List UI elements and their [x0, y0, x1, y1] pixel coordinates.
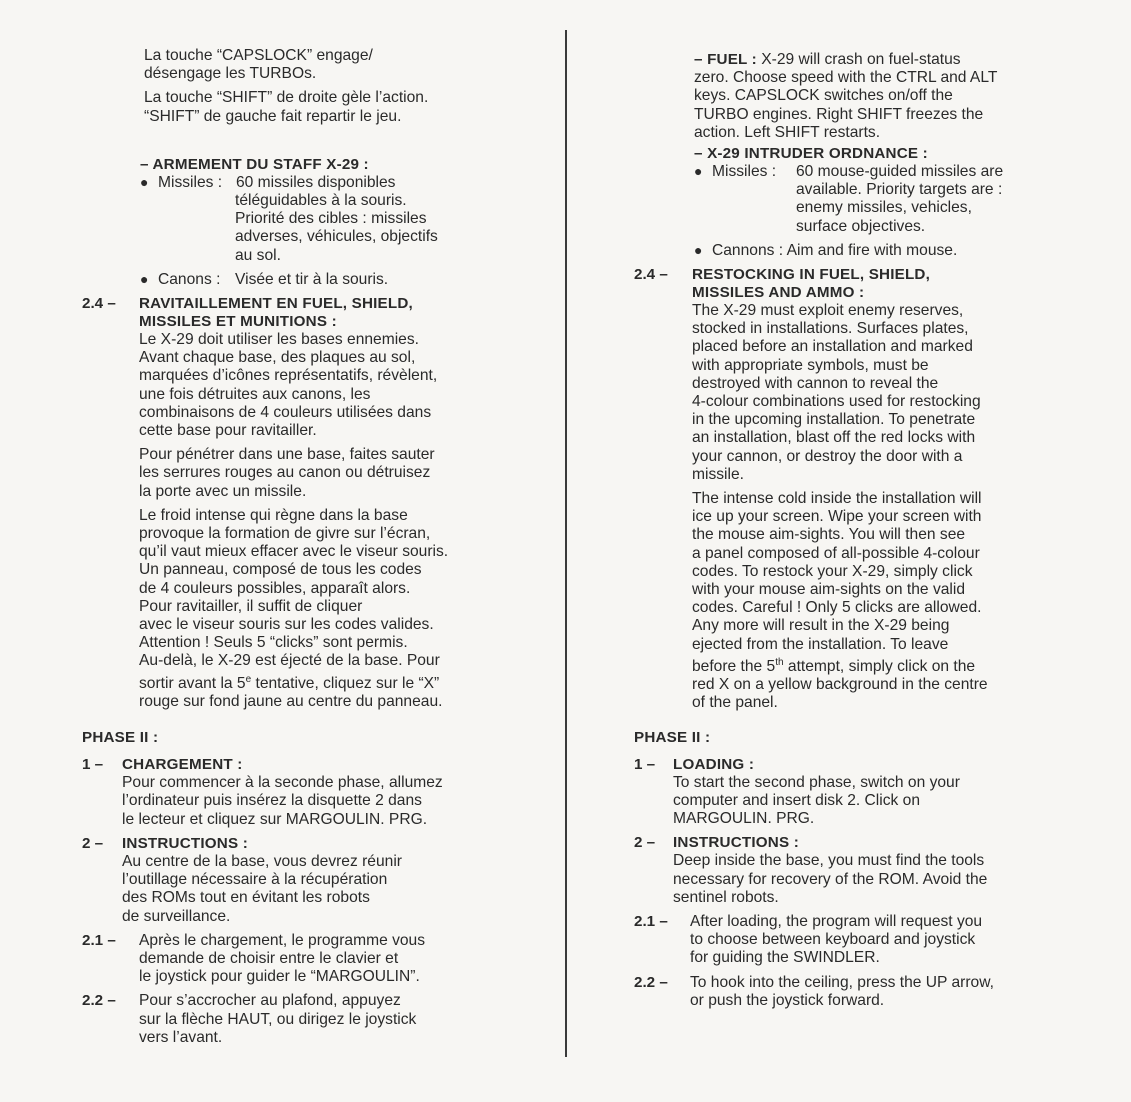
- missiles-bullet-en: ● Missiles : 60 mouse-guided missiles are available. Priority targets are : enemy missiles, vehicles, surface objectives.: [694, 163, 1004, 235]
- cannons-bullet-en: ● Cannons : Aim and fire with mouse.: [694, 241, 958, 259]
- missiles-bullet: ● Missiles : 60 missiles disponibles téléguidables à la souris. Priorité des cibles : missiles adverses, véhicules, objectifs au sol.: [140, 173, 438, 264]
- armement-heading: – ARMEMENT DU STAFF X-29 :: [140, 155, 369, 173]
- canons-bullet: ● Canons : Visée et tir à la souris.: [140, 270, 389, 288]
- bullet-icon: ●: [694, 241, 703, 258]
- english-column: [634, 51, 1054, 1010]
- section-2-1-en: 2.1 – After loading, the program will request you to choose between keyboard and joystick for guiding the SWINDLER.: [634, 912, 983, 967]
- bullet-icon: ●: [140, 173, 149, 190]
- column-divider: [565, 30, 567, 1057]
- shift-note: La touche “SHIFT” de droite gèle l’action. “SHIFT” de gauche fait repartir le jeu.: [144, 89, 429, 125]
- phase-heading-en: PHASE II :: [634, 728, 711, 746]
- section-1-en: 1 – LOADING : To start the second phase, switch on your computer and insert disk 2. Click on MARGOULIN. PRG.: [634, 755, 960, 828]
- section-2-fr: 2 – INSTRUCTIONS : Au centre de la base, vous devrez réunir l’outillage nécessaire à la récupération des ROMs tout en évitant les robots de surveillance.: [82, 834, 402, 925]
- phase-heading-fr: PHASE II :: [82, 729, 159, 747]
- bullet-icon: ●: [140, 270, 149, 287]
- turbo-note: La touche “CAPSLOCK” engage/ désengage les TURBOs.: [144, 47, 373, 83]
- bullet-icon: ●: [694, 163, 703, 180]
- section-2-1-fr: 2.1 – Après le chargement, le programme vous demande de choisir entre le clavier et le joystick pour guider le “MARGOULIN”.: [82, 931, 426, 986]
- section-2-2-fr: 2.2 – Pour s’accrocher au plafond, appuyez sur la flèche HAUT, ou dirigez le joystick vers l’avant.: [82, 992, 417, 1046]
- fuel-block: – FUEL : X-29 will crash on fuel-status zero. Choose speed with the CTRL and ALT keys. CAPSLOCK switches on/off the TURBO engines. Right SHIFT freezes the action. Left SHIFT restarts.: [694, 51, 998, 141]
- section-number: 2.4 –: [82, 295, 116, 313]
- section-1-fr: 1 – CHARGEMENT : Pour commencer à la seconde phase, allumez l’ordinateur puis insérez la disquette 2 dans le lecteur et cliquez sur MARGOULIN. PRG.: [82, 756, 443, 828]
- section-2-en: 2 – INSTRUCTIONS : Deep inside the base, you must find the tools necessary for recovery of the ROM. Avoid the sentinel robots.: [634, 834, 988, 906]
- section-2-2-en: 2.2 – To hook into the ceiling, press the UP arrow, or push the joystick forward.: [634, 973, 994, 1009]
- section-2-4-fr: 2.4 – RAVITAILLEMENT EN FUEL, SHIELD, MISSILES ET MUNITIONS : Le X-29 doit utiliser les bases ennemies. Avant chaque base, des plaques au sol, marquées d’icônes représentatifs, révèlent, une fois détruites aux canons, les combinaisons de 4 couleurs utilisées dans cette base pour ravitailler. Pour pénétrer dans une base, faites sauter les serrures rouges au canon ou détruisez la porte avec un missile. Le froid intense qui règne dans la base provoque la formation de givre sur l’écran, qu’il vaut mieux effacer avec le viseur souris. Un panneau, composé de tous les codes de 4 couleurs possibles, apparaît alors. Pour ravitailler, il suffit de cliquer avec le viseur souris sur les codes valides. Attention ! Seuls 5 “clicks” sont permis. Au-delà, le X-29 est éjecté de la base. Pour sortir avant la 5e tentative, cliquez sur le “X” rouge sur fond jaune au centre du panneau.: [82, 295, 449, 711]
- french-column: [82, 47, 522, 1047]
- section-2-4-en: 2.4 – RESTOCKING IN FUEL, SHIELD, MISSILES AND AMMO : The X-29 must exploit enemy reserves, stocked in installations. Surfaces plates, placed before an installation and marked with appropriate symbols, must be destroyed with cannon to reveal the 4-colour combinations used for restocking in the upcoming installation. To penetrate an installation, blast off the red locks with your cannon, or destroy the door with a missile. The intense cold inside the installation will ice up your screen. Wipe your screen with the mouse aim-sights. You will then see a panel composed of all-possible 4-colour codes. To restock your X-29, simply click with your mouse aim-sights on the valid codes. Careful ! Only 5 clicks are allowed. Any more will result in the X-29 being ejected from the installation. To leave before the 5th attempt, simply click on the red X on a yellow background in the centre of the panel.: [634, 266, 988, 712]
- ordnance-heading: – X-29 INTRUDER ORDNANCE :: [694, 145, 928, 163]
